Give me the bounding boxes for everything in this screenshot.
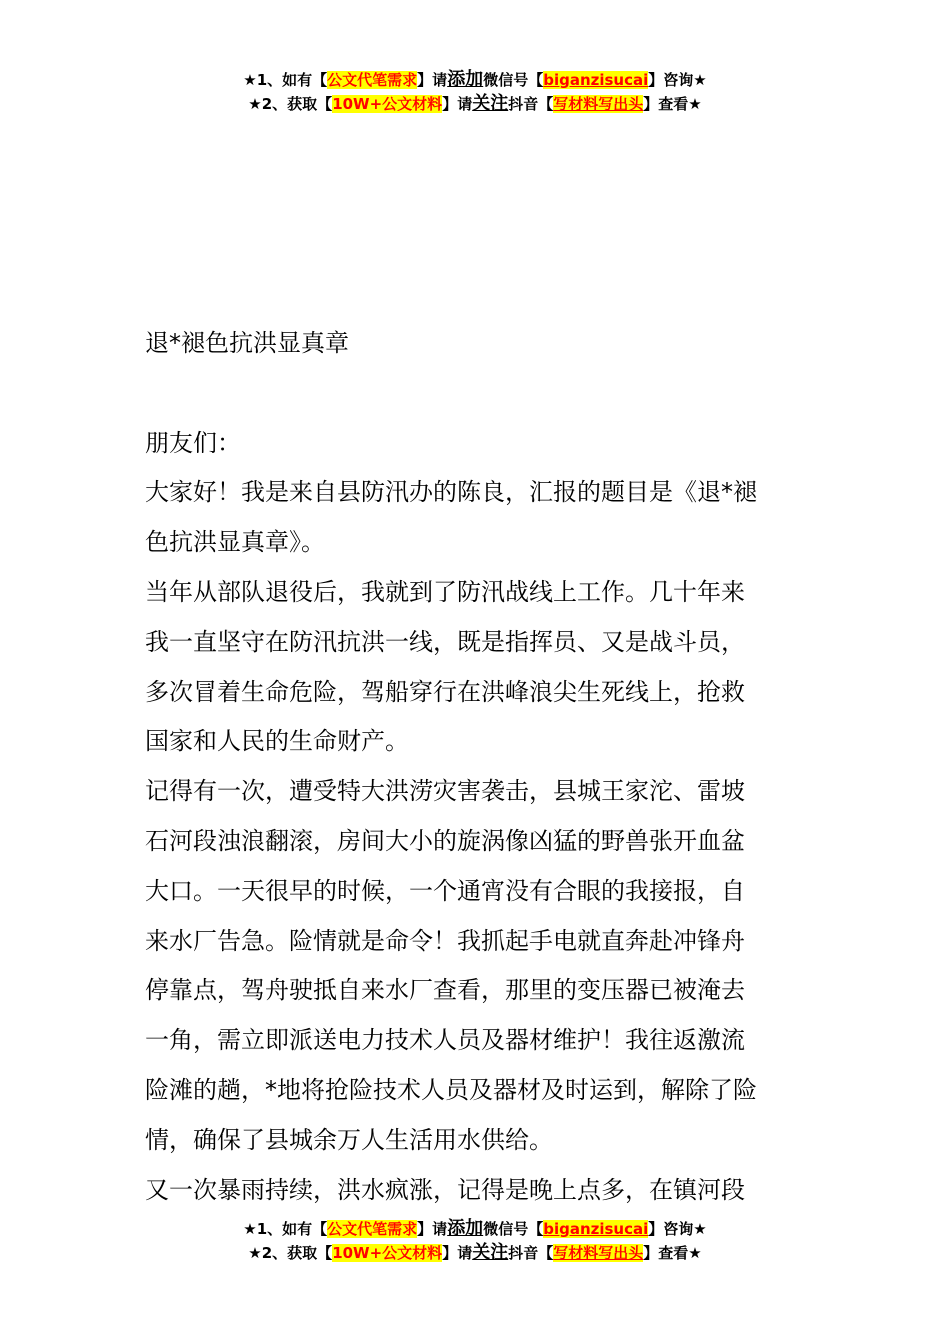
document-body <box>145 319 825 1215</box>
promo-highlight: 公文代笔需求 <box>327 1220 418 1238</box>
promo-text: ★1、如有【 <box>243 71 328 89</box>
text-line: 多次冒着生命危险，驾船穿行在洪峰浪尖生死线上，抢救 <box>145 677 745 706</box>
text-line: 石河段浊浪翻滚，房间大小的旋涡像凶猛的野兽张开血盆 <box>145 826 745 855</box>
text-line: 又一次暴雨持续，洪水疯涨，记得是晚上点多，在镇河段 <box>145 1175 745 1204</box>
promo-line-2 <box>0 1241 950 1265</box>
promo-text: ★2、获取【 <box>248 1244 333 1262</box>
promo-text: 】咨询★ <box>648 71 707 89</box>
wechat-id-link[interactable]: biganzisucai <box>543 71 649 89</box>
promo-line-1 <box>0 68 950 92</box>
text-line: 来水厂告急。险情就是命令！我抓起手电就直奔赴冲锋舟 <box>145 926 745 955</box>
promo-text: ★1、如有【 <box>243 1220 328 1238</box>
douyin-account-link[interactable]: 写材料写出头 <box>553 1244 644 1262</box>
promo-text: 】请 <box>417 1220 448 1238</box>
text-line: 情，确保了县城余万人生活用水供给。 <box>145 1125 553 1154</box>
promo-text: 】请 <box>417 71 448 89</box>
text-line: 色抗洪显真章》。 <box>145 528 325 557</box>
promo-banner-bottom <box>0 1217 950 1265</box>
promo-text: 】查看★ <box>643 95 702 113</box>
text-line: 当年从部队退役后，我就到了防汛战线上工作。几十年来 <box>145 577 745 606</box>
promo-text: 】查看★ <box>643 1244 702 1262</box>
document-title: 退*褪色抗洪显真章 <box>145 329 349 357</box>
promo-text: 抖音【 <box>508 1244 554 1262</box>
promo-text: 抖音【 <box>508 95 554 113</box>
promo-text: 微信号【 <box>483 1220 544 1238</box>
text-line: 记得有一次，遭受特大洪涝灾害袭击，县城王家沱、雷坡 <box>145 777 745 806</box>
promo-text: ★2、获取【 <box>248 95 333 113</box>
promo-text: 】请 <box>442 95 473 113</box>
text-line: 停靠点，驾舟驶抵自来水厂查看，那里的变压器已被淹去 <box>145 976 745 1005</box>
promo-text: 】咨询★ <box>648 1220 707 1238</box>
promo-line-1 <box>0 1217 950 1241</box>
promo-highlight: 公文代笔需求 <box>327 71 418 89</box>
douyin-account-link[interactable]: 写材料写出头 <box>553 95 644 113</box>
text-line: 我一直坚守在防汛抗洪一线，既是指挥员、又是战斗员， <box>145 627 745 656</box>
promo-highlight: 10W+公文材料 <box>332 95 443 113</box>
text-line: 大口。一天很早的时候，一个通宵没有合眼的我接报，自 <box>145 876 745 905</box>
text-line: 朋友们： <box>145 428 241 457</box>
promo-text: 】请 <box>442 1244 473 1262</box>
promo-highlight: 10W+公文材料 <box>332 1244 443 1262</box>
promo-text: 微信号【 <box>483 71 544 89</box>
text-line: 险滩的趟，*地将抢险技术人员及器材及时运到，解除了险 <box>145 1075 757 1104</box>
promo-banner-top <box>0 68 950 116</box>
wechat-id-link[interactable]: biganzisucai <box>543 1220 649 1238</box>
promo-emphasis: 添加 <box>447 1218 484 1239</box>
text-line: 大家好！我是来自县防汛办的陈良，汇报的题目是《退*褪 <box>145 478 757 507</box>
text-line: 国家和人民的生命财产。 <box>145 727 409 756</box>
promo-emphasis: 关注 <box>472 93 509 114</box>
promo-emphasis: 关注 <box>472 1242 509 1263</box>
promo-emphasis: 添加 <box>447 69 484 90</box>
text-line: 一角，需立即派送电力技术人员及器材维护！我往返激流 <box>145 1026 745 1055</box>
promo-line-2 <box>0 92 950 116</box>
paragraph-lines <box>145 419 825 1216</box>
